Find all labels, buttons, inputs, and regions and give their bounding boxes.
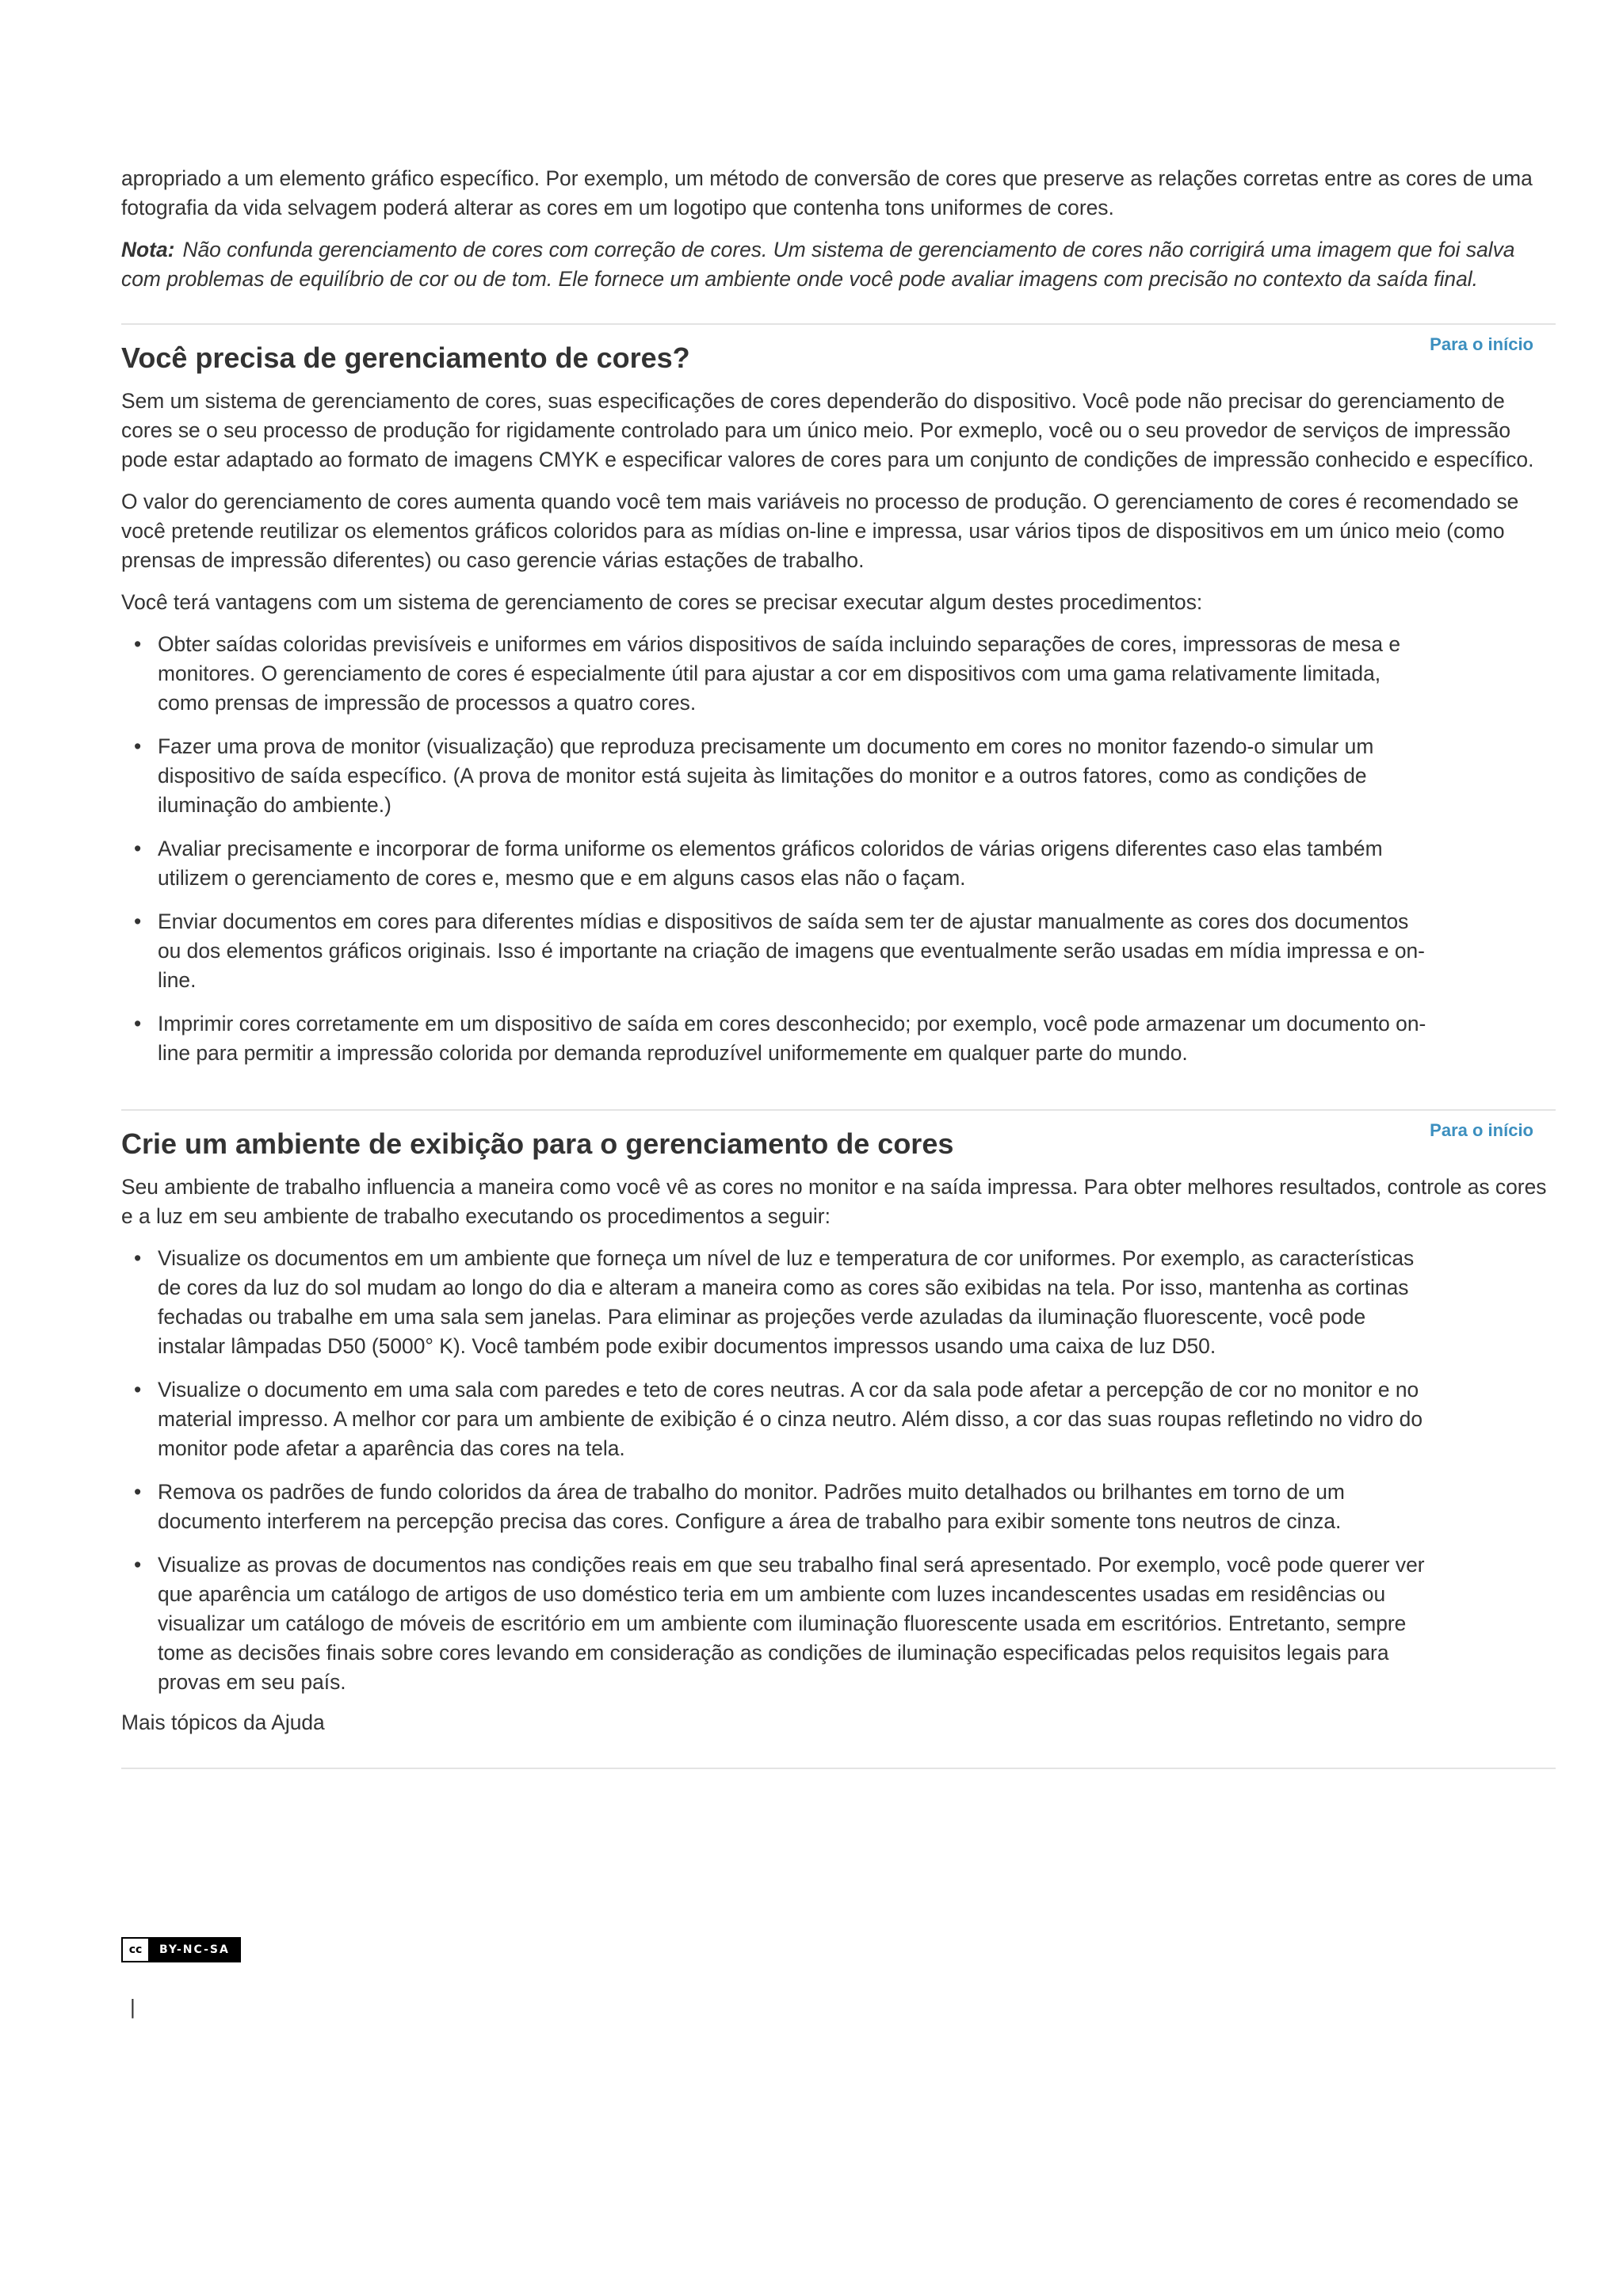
list-item: • Remova os padrões de fundo coloridos da área de trabalho do monitor. Padrões muito detalhados ou brilhantes em torno de um documento interferem na percepção precisa das cores. Configure a área de trabalho para exibir somente tons neutros de cinza. (158, 1478, 1434, 1536)
section-paragraph: Você terá vantagens com um sistema de gerenciamento de cores se precisar executar algum destes procedimentos: (121, 590, 1203, 614)
note-text: Não confunda gerenciamento de cores com correção de cores. Um sistema de gerenciamento de cores não corrigirá uma imagem que foi salva com problemas de equilíbrio de cor ou de tom. Ele fornece um ambiente onde você pode avaliar imagens com precisão no contexto da saída final. (121, 238, 1515, 291)
license-badge-box (121, 1937, 241, 1962)
footer-separator: | (130, 1995, 136, 2019)
section-header (121, 325, 1556, 387)
section-paragraph: Seu ambiente de trabalho influencia a maneira como você vê as cores no monitor e na saída impressa. Para obter melhores resultados, controle as cores e a luz em seu ambiente de trabalho executando os procedimentos a seguir: (121, 1175, 1547, 1228)
license-text: BY-NC-SA (150, 1939, 239, 1961)
list-item: • Obter saídas coloridas previsíveis e uniformes em vários dispositivos de saída incluindo separações de cores, impressoras de mesa e monitores. O gerenciamento de cores é especialmente útil para ajustar a cor em dispositivos com uma gama relativamente limitada, como prensas de impressão de processos a quatro cores. (158, 630, 1434, 718)
section-header (121, 1111, 1556, 1173)
bullet-list (121, 1244, 1556, 1697)
list-item: • Visualize o documento em uma sala com paredes e teto de cores neutras. A cor da sala pode afetar a percepção de cor no monitor e no material impresso. A melhor cor para um ambiente de exibição é o cinza neutro. Além disso, a cor das suas roupas refletindo no vidro do monitor pode afetar a aparência das cores na tela. (158, 1375, 1434, 1463)
more-topics-heading: Mais tópicos da Ajuda (121, 1711, 325, 1734)
section-paragraph: O valor do gerenciamento de cores aumenta quando você tem mais variáveis no processo de produção. O gerenciamento de cores é recomendado se você pretende reutilizar os elementos gráficos coloridos para as mídias on-line e impressa, usar vários tipos de dispositivos em um único meio (como prensas de impressão diferentes) ou caso gerencie várias estações de trabalho. (121, 490, 1519, 572)
list-item: • Imprimir cores corretamente em um dispositivo de saída em cores desconhecido; por exemplo, você pode armazenar um documento on-line para permitir a impressão colorida por demanda reproduzível uniformemente em qualquer parte do mundo. (158, 1009, 1434, 1068)
cc-icon: cc (123, 1939, 150, 1961)
intro-paragraph: apropriado a um elemento gráfico específico. Por exemplo, um método de conversão de cores que preserve as relações corretas entre as cores de uma fotografia da vida selvagem poderá alterar as cores em um logotipo que contenha tons uniformes de cores. (121, 166, 1533, 219)
footer-divider (121, 1768, 1556, 1769)
section-viewing-environment (121, 1111, 1556, 1737)
section-title: Crie um ambiente de exibição para o gerenciamento de cores (121, 1127, 954, 1160)
note-label: Nota: (121, 238, 175, 261)
list-item: • Enviar documentos em cores para diferentes mídias e dispositivos de saída sem ter de ajustar manualmente as cores dos documentos ou dos elementos gráficos originais. Isso é importante na criação de imagens que eventualmente serão usadas em mídia impressa e on-line. (158, 907, 1434, 995)
list-item: • Visualize as provas de documentos nas condições reais em que seu trabalho final será apresentado. Por exemplo, você pode querer ver que aparência um catálogo de artigos de uso doméstico teria em um ambiente com luzes incandescentes usadas em residências ou visualizar um catálogo de móveis de escritório em um ambiente com iluminação fluorescente usada em escritórios. Entretanto, sempre tome as decisões finais sobre cores levando em consideração as condições de iluminação especificadas pelos requisitos legais para provas em seu país. (158, 1550, 1434, 1697)
main-content (121, 164, 1556, 1769)
section-paragraph: Sem um sistema de gerenciamento de cores, suas especificações de cores dependerão do dispositivo. Você pode não precisar do gerenciamento de cores se o seu processo de produção for rigidamente controlado para um único meio. Por exmeplo, você ou o seu provedor de serviços de impressão pode estar adaptado ao formato de imagens CMYK e especificar valores de cores para um conjunto de condições de impressão conhecido e específico. (121, 389, 1534, 471)
list-item: • Visualize os documentos em um ambiente que forneça um nível de luz e temperatura de cor uniformes. Por exemplo, as características de cores da luz do sol mudam ao longo do dia e alteram a maneira como as cores são exibidas na tela. Por isso, mantenha as cortinas fechadas ou trabalhe em uma sala sem janelas. Para eliminar as projeções verde azuladas da iluminação fluorescente, você pode instalar lâmpadas D50 (5000° K). Você também pode exibir documentos impressos usando uma caixa de luz D50. (158, 1244, 1434, 1361)
list-item: • Avaliar precisamente e incorporar de forma uniforme os elementos gráficos coloridos de várias origens diferentes caso elas também utilizem o gerenciamento de cores e, mesmo que e em alguns casos elas não o façam. (158, 834, 1434, 893)
section-title: Você precisa de gerenciamento de cores? (121, 341, 690, 374)
back-to-top-link[interactable]: Para o início (1430, 1120, 1533, 1140)
list-item: • Fazer uma prova de monitor (visualização) que reproduza precisamente um documento em cores no monitor fazendo-o simular um dispositivo de saída específico. (A prova de monitor está sujeita às limitações do monitor e a outros fatores, como as condições de iluminação do ambiente.) (158, 732, 1434, 820)
section-need-color-management (121, 325, 1556, 1068)
cc-license-badge[interactable] (121, 1938, 245, 1962)
bullet-list (121, 630, 1556, 1068)
back-to-top-link[interactable]: Para o início (1430, 334, 1533, 354)
note-paragraph (121, 235, 1556, 294)
